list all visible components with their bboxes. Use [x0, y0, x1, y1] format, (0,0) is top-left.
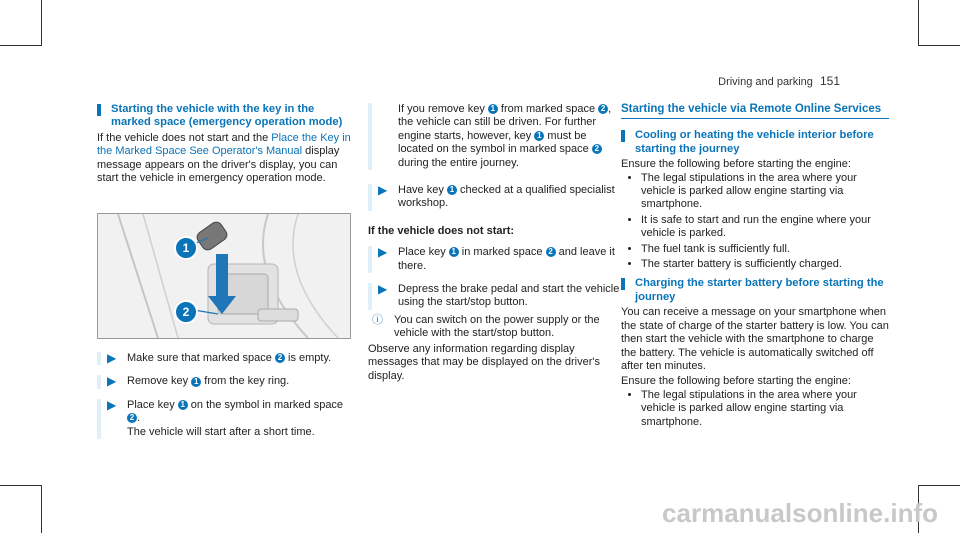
step-arrow-icon: ▶ [107, 397, 117, 412]
column-3 [621, 103, 889, 431]
crop-mark [41, 485, 42, 533]
step-arrow-icon: ▶ [107, 374, 117, 389]
crop-mark [918, 45, 960, 46]
marker-1: 1 [488, 104, 498, 114]
instruction-step: ▶ Have key 1 checked at a qualified specialist workshop. [368, 184, 623, 211]
requirements-list [621, 172, 889, 272]
marker-2: 2 [592, 144, 602, 154]
list-item: • The legal stipulations in the area where your vehicle is parked allow engine starting via smartphone. [641, 389, 889, 429]
callout-2: 2 [174, 300, 198, 324]
crop-mark [0, 45, 42, 46]
list-item: • The starter battery is sufficiently charged. [641, 258, 889, 271]
marker-2: 2 [127, 413, 137, 423]
list-item: • It is safe to start and run the engine where your vehicle is parked. [641, 214, 889, 241]
display-message-link[interactable]: Place the Key in the Marked Space See Operator's Manual [97, 131, 351, 158]
intro-paragraph: If the vehicle does not start and the Place the Key in the Marked Space See Operator's Manual display message appears on the driver's display, you can start the vehicle in emergency operation mode. [97, 131, 351, 185]
running-header [718, 74, 840, 88]
column-1-steps [97, 352, 352, 449]
marker-1: 1 [191, 377, 201, 387]
marker-1: 1 [178, 400, 188, 410]
instruction-step: ▶ Place key 1 on the symbol in marked space 2 . The vehicle will start after a short time. [97, 399, 352, 439]
crop-mark [0, 485, 42, 486]
requirements-list [621, 389, 889, 429]
step-arrow-icon: ▶ [378, 183, 388, 198]
watermark: carmanualsonline.info [662, 498, 938, 528]
subheading: If the vehicle does not start: [368, 224, 515, 237]
info-icon: ⓘ [372, 313, 383, 326]
marker-1: 1 [534, 131, 544, 141]
marker-1: 1 [449, 247, 459, 257]
step-arrow-icon: ▶ [107, 351, 117, 365]
marker-2: 2 [546, 247, 556, 257]
console-drawing [98, 214, 350, 338]
illustration-center-console [97, 213, 351, 339]
crop-mark [918, 485, 960, 486]
section-title: Starting the vehicle via Remote Online Services [621, 103, 889, 119]
column-2 [368, 103, 623, 383]
instruction-step: ▶ Place key 1 in marked space 2 and leave it there. [368, 246, 623, 273]
continued-step: If you remove key 1 from marked space 2 , the vehicle can still be driven. For further engine starts, however, key 1 must be located on the symbol in marked space 2 during the entire journey. [368, 103, 623, 170]
crop-mark [918, 0, 919, 46]
marker-2: 2 [598, 104, 608, 114]
instruction-step: ▶ Remove key 1 from the key ring. [97, 375, 352, 388]
section-heading: Starting the vehicle with the key in the marked space (emergency operation mode) [97, 103, 352, 130]
marker-1: 1 [447, 185, 457, 195]
crop-mark [41, 0, 42, 46]
info-note: ⓘ You can switch on the power supply or the vehicle with the start/stop button. [372, 313, 600, 340]
instruction-step: ▶ Depress the brake pedal and start the vehicle using the start/stop button. [368, 283, 623, 310]
subsection-heading: Cooling or heating the vehicle interior before starting the journey [621, 129, 889, 156]
observe-paragraph: Observe any information regarding display messages that may be displayed on the driver's display. [368, 342, 600, 382]
list-item: • The fuel tank is sufficiently full. [641, 243, 889, 256]
header-section: Driving and parking [718, 76, 813, 88]
column-1 [97, 103, 352, 185]
step-arrow-icon: ▶ [378, 245, 388, 260]
instruction-step: ▶ Make sure that marked space 2 is empty. [97, 352, 352, 365]
charging-paragraph: You can receive a message on your smartphone when the state of charge of the starter battery is low. You can then start the vehicle with the smartphone to charge the battery. The vehicle is automatically switched off after ten minutes. [621, 306, 889, 372]
ensure-text: Ensure the following before starting the engine: [621, 375, 851, 388]
ensure-text: Ensure the following before starting the engine: [621, 158, 851, 171]
list-item: • The legal stipulations in the area where your vehicle is parked allow engine starting via smartphone. [641, 172, 889, 212]
step-arrow-icon: ▶ [378, 282, 388, 297]
page-number: 151 [819, 74, 840, 88]
callout-1: 1 [174, 236, 198, 260]
marker-2: 2 [275, 353, 285, 363]
subsection-heading: Charging the starter battery before starting the journey [621, 277, 889, 304]
